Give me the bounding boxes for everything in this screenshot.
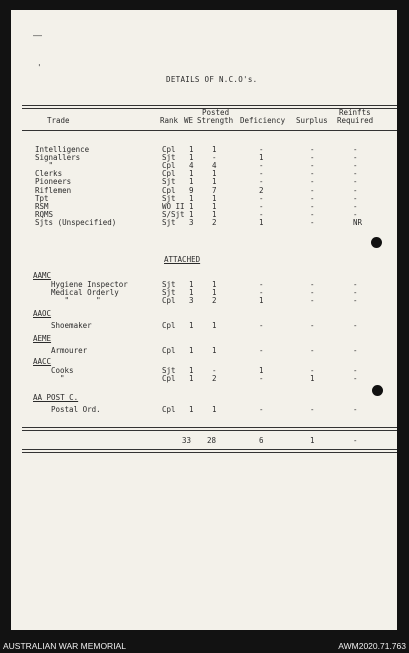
- required-cell: -: [353, 209, 358, 219]
- surplus-cell: -: [310, 209, 315, 219]
- col-reinf-1: Reinfts: [339, 108, 371, 117]
- deficiency-cell: -: [259, 177, 264, 187]
- total-we: 33: [182, 436, 192, 445]
- deficiency-cell: -: [259, 405, 264, 414]
- document-title: DETAILS OF N.C.O's.: [166, 75, 258, 84]
- col-surplus: Surplus: [296, 116, 328, 125]
- we-cell: 1: [189, 193, 194, 203]
- rank-cell: Cpl: [162, 161, 176, 171]
- we-cell: 1: [189, 405, 194, 414]
- trade-cell: Shoemaker: [51, 321, 92, 330]
- required-cell: -: [353, 201, 358, 211]
- we-cell: 1: [189, 374, 194, 384]
- deficiency-cell: -: [259, 288, 264, 298]
- trade-cell: Riflemen: [35, 185, 72, 195]
- deficiency-cell: -: [259, 209, 264, 219]
- col-we: WE: [184, 116, 194, 125]
- rank-cell: Cpl: [162, 346, 176, 355]
- total-surplus: 1: [310, 436, 315, 445]
- rank-cell: S/Sjt: [162, 209, 185, 219]
- totals-top-rule-2: [22, 430, 397, 431]
- unit-heading: AACC: [33, 357, 52, 366]
- unit-heading: AEME: [33, 334, 52, 343]
- col-trade: Trade: [47, 116, 70, 125]
- surplus-cell: -: [310, 185, 315, 195]
- punch-hole-lower: [372, 385, 383, 396]
- rank-cell: Cpl: [162, 169, 176, 179]
- trade-cell: Tpt: [35, 193, 49, 203]
- trade-cell: Sjts (Unspecified): [35, 217, 117, 227]
- rank-cell: Sjt: [162, 280, 176, 289]
- col-reinf-2: Required: [337, 116, 374, 125]
- deficiency-cell: -: [259, 193, 264, 203]
- total-required: -: [353, 436, 358, 445]
- trade-cell: Intelligence: [35, 145, 90, 154]
- col-deficiency: Deficiency: [240, 116, 286, 125]
- we-cell: 1: [189, 280, 194, 289]
- surplus-cell: -: [310, 161, 315, 171]
- surplus-cell: -: [310, 145, 315, 154]
- required-cell: -: [353, 193, 358, 203]
- we-cell: 1: [189, 201, 194, 211]
- trade-cell: Cooks: [51, 366, 74, 375]
- surplus-cell: -: [310, 217, 315, 227]
- rank-cell: Sjt: [162, 193, 176, 203]
- posted-cell: 1: [212, 177, 217, 187]
- rank-cell: Sjt: [162, 153, 176, 163]
- rank-cell: Sjt: [162, 288, 176, 298]
- rank-cell: Cpl: [162, 321, 176, 330]
- posted-cell: 1: [212, 201, 217, 211]
- required-cell: -: [353, 296, 358, 306]
- deficiency-cell: -: [259, 201, 264, 211]
- surplus-cell: -: [310, 153, 315, 163]
- posted-cell: 2: [212, 296, 217, 306]
- rank-cell: Cpl: [162, 296, 176, 306]
- deficiency-cell: 2: [259, 185, 264, 195]
- trade-cell: Signallers: [35, 153, 81, 163]
- deficiency-cell: -: [259, 321, 264, 330]
- unit-heading: AA POST C.: [33, 393, 79, 402]
- we-cell: 1: [189, 177, 194, 187]
- we-cell: 1: [189, 346, 194, 355]
- we-cell: 1: [189, 366, 194, 375]
- required-cell: -: [353, 169, 358, 179]
- we-cell: 1: [189, 145, 194, 154]
- surplus-cell: 1: [310, 374, 315, 384]
- posted-cell: 1: [212, 209, 217, 219]
- posted-cell: 1: [212, 346, 217, 355]
- required-cell: -: [353, 346, 358, 355]
- col-posted-2: Strength: [197, 116, 234, 125]
- rank-cell: Cpl: [162, 405, 176, 414]
- deficiency-cell: -: [259, 280, 264, 289]
- margin-tick: ': [37, 63, 42, 72]
- surplus-cell: -: [310, 366, 315, 375]
- deficiency-cell: 1: [259, 217, 264, 227]
- surplus-cell: -: [310, 280, 315, 289]
- margin-mark: ——: [33, 31, 43, 40]
- trade-cell: Pioneers: [35, 177, 72, 187]
- deficiency-cell: 1: [259, 153, 264, 163]
- surplus-cell: -: [310, 177, 315, 187]
- required-cell: -: [353, 405, 358, 414]
- we-cell: 1: [189, 153, 194, 163]
- we-cell: 1: [189, 209, 194, 219]
- posted-cell: 1: [212, 280, 217, 289]
- deficiency-cell: 1: [259, 296, 264, 306]
- deficiency-cell: 1: [259, 366, 264, 375]
- surplus-cell: -: [310, 193, 315, 203]
- surplus-cell: -: [310, 288, 315, 298]
- surplus-cell: -: [310, 296, 315, 306]
- footer-accession: AWM2020.71.763: [338, 641, 406, 651]
- rank-cell: Cpl: [162, 374, 176, 384]
- required-cell: -: [353, 153, 358, 163]
- trade-cell: ": [35, 161, 54, 171]
- posted-cell: 1: [212, 288, 217, 298]
- trade-cell: Postal Ord.: [51, 405, 101, 414]
- trade-cell: " ": [51, 296, 101, 306]
- required-cell: -: [353, 185, 358, 195]
- required-cell: -: [353, 280, 358, 289]
- col-rank: Rank: [160, 116, 179, 125]
- rank-cell: Sjt: [162, 366, 176, 375]
- we-cell: 4: [189, 161, 194, 171]
- rank-cell: Sjt: [162, 217, 176, 227]
- trade-cell: RSM: [35, 201, 49, 211]
- deficiency-cell: -: [259, 169, 264, 179]
- trade-cell: Armourer: [51, 346, 88, 355]
- total-deficiency: 6: [259, 436, 264, 445]
- deficiency-cell: -: [259, 145, 264, 154]
- header-top-rule: [22, 105, 397, 106]
- trade-cell: Medical Orderly: [51, 288, 119, 298]
- totals-bottom-rule: [22, 449, 397, 450]
- posted-cell: 1: [212, 321, 217, 330]
- we-cell: 1: [189, 321, 194, 330]
- footer-institution: AUSTRALIAN WAR MEMORIAL: [3, 641, 126, 651]
- rank-cell: Sjt: [162, 177, 176, 187]
- posted-cell: 7: [212, 185, 217, 195]
- surplus-cell: -: [310, 169, 315, 179]
- we-cell: 3: [189, 217, 194, 227]
- required-cell: NR: [353, 217, 363, 227]
- posted-cell: 1: [212, 145, 217, 154]
- required-cell: -: [353, 177, 358, 187]
- unit-heading: AAOC: [33, 309, 52, 318]
- posted-cell: 2: [212, 217, 217, 227]
- surplus-cell: -: [310, 321, 315, 330]
- col-posted-1: Posted: [202, 108, 230, 117]
- posted-cell: 1: [212, 405, 217, 414]
- attached-heading: ATTACHED: [164, 255, 201, 264]
- surplus-cell: -: [310, 201, 315, 211]
- required-cell: -: [353, 145, 358, 154]
- totals-top-rule: [22, 427, 397, 428]
- rank-cell: Cpl: [162, 145, 176, 154]
- required-cell: -: [353, 288, 358, 298]
- surplus-cell: -: [310, 346, 315, 355]
- deficiency-cell: -: [259, 374, 264, 384]
- posted-cell: -: [212, 153, 217, 163]
- posted-cell: 2: [212, 374, 217, 384]
- punch-hole-upper: [371, 237, 382, 248]
- attached-heading-wrap: [164, 256, 200, 264]
- deficiency-cell: -: [259, 161, 264, 171]
- required-cell: -: [353, 374, 358, 384]
- unit-heading: AAMC: [33, 271, 52, 280]
- trade-cell: Hygiene Inspector: [51, 280, 128, 289]
- posted-cell: 1: [212, 169, 217, 179]
- document-page: [11, 10, 397, 630]
- trade-cell: Clerks: [35, 169, 63, 179]
- posted-cell: -: [212, 366, 217, 375]
- rank-cell: Cpl: [162, 185, 176, 195]
- total-posted: 28: [207, 436, 217, 445]
- trade-cell: ": [51, 374, 65, 384]
- totals-bottom-rule-2: [22, 452, 397, 453]
- we-cell: 1: [189, 169, 194, 179]
- rank-cell: WO II: [162, 201, 185, 211]
- required-cell: -: [353, 161, 358, 171]
- posted-cell: 1: [212, 193, 217, 203]
- required-cell: -: [353, 321, 358, 330]
- trade-cell: RQMS: [35, 209, 54, 219]
- we-cell: 1: [189, 288, 194, 298]
- we-cell: 3: [189, 296, 194, 306]
- surplus-cell: -: [310, 405, 315, 414]
- header-bottom-rule: [22, 130, 397, 131]
- we-cell: 9: [189, 185, 194, 195]
- posted-cell: 4: [212, 161, 217, 171]
- deficiency-cell: -: [259, 346, 264, 355]
- required-cell: -: [353, 366, 358, 375]
